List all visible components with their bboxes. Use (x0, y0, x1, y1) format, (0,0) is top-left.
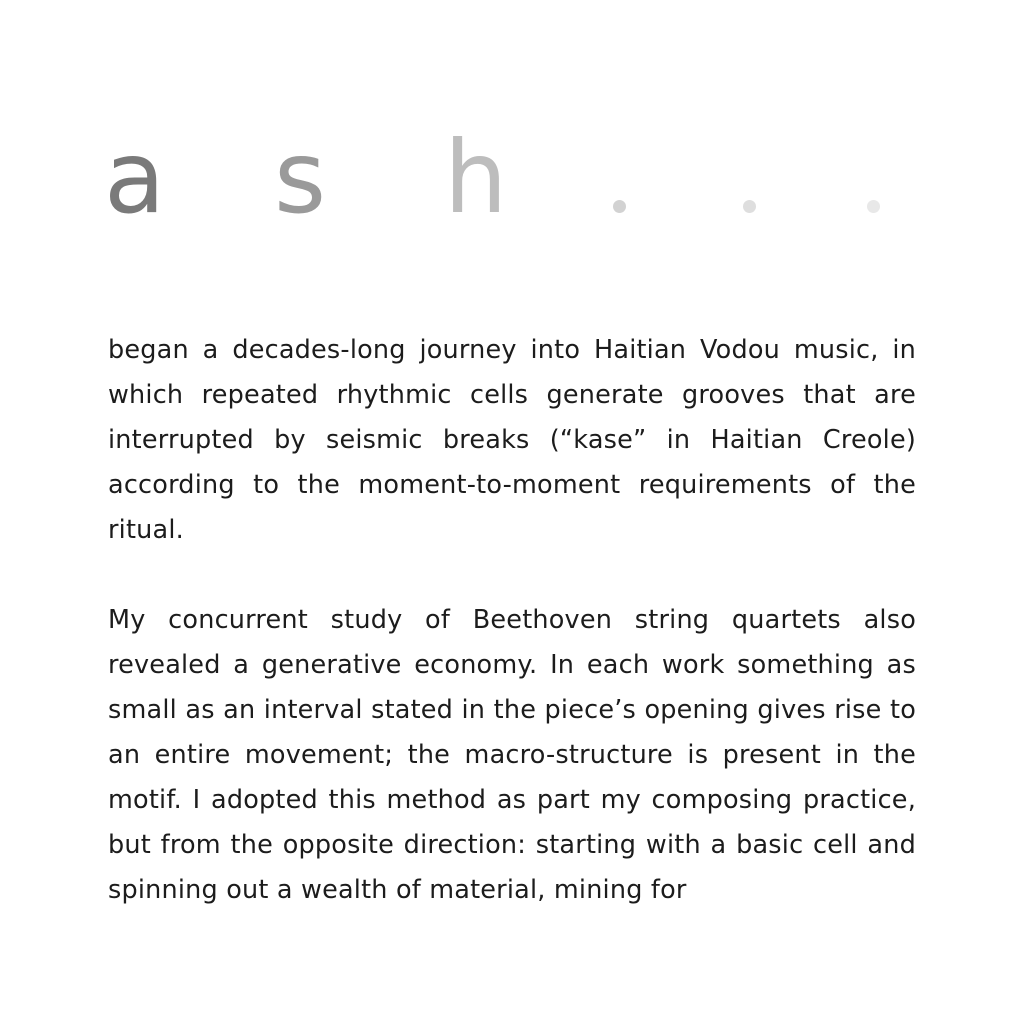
body-text (108, 328, 916, 913)
title-letter-s: s (274, 119, 327, 236)
paragraph-2: My concurrent study of Beethoven string quartets also revealed a generative economy. In each work something as small as an interval stated in the piece’s opening gives rise to an entire movement; the macro-structure is present in the motif. I adopted this method as part my composing practice, but from the opposite direction: starting with a basic cell and spinning out a wealth of material, mining for (108, 605, 916, 905)
paragraph-1: began a decades-long journey into Haitian Vodou music, in which repeated rhythmic cells generate grooves that are interrupted by seismic breaks (“kase” in Haitian Creole) according to the moment-to-moment requirements of the ritual. (108, 335, 916, 545)
title-dot-3 (867, 200, 880, 213)
title-letter-a: a (104, 119, 166, 236)
title-letter-h: h (444, 119, 508, 236)
title-dot-2 (743, 200, 756, 213)
page-title (0, 119, 1024, 236)
title-dot-1 (613, 200, 626, 213)
